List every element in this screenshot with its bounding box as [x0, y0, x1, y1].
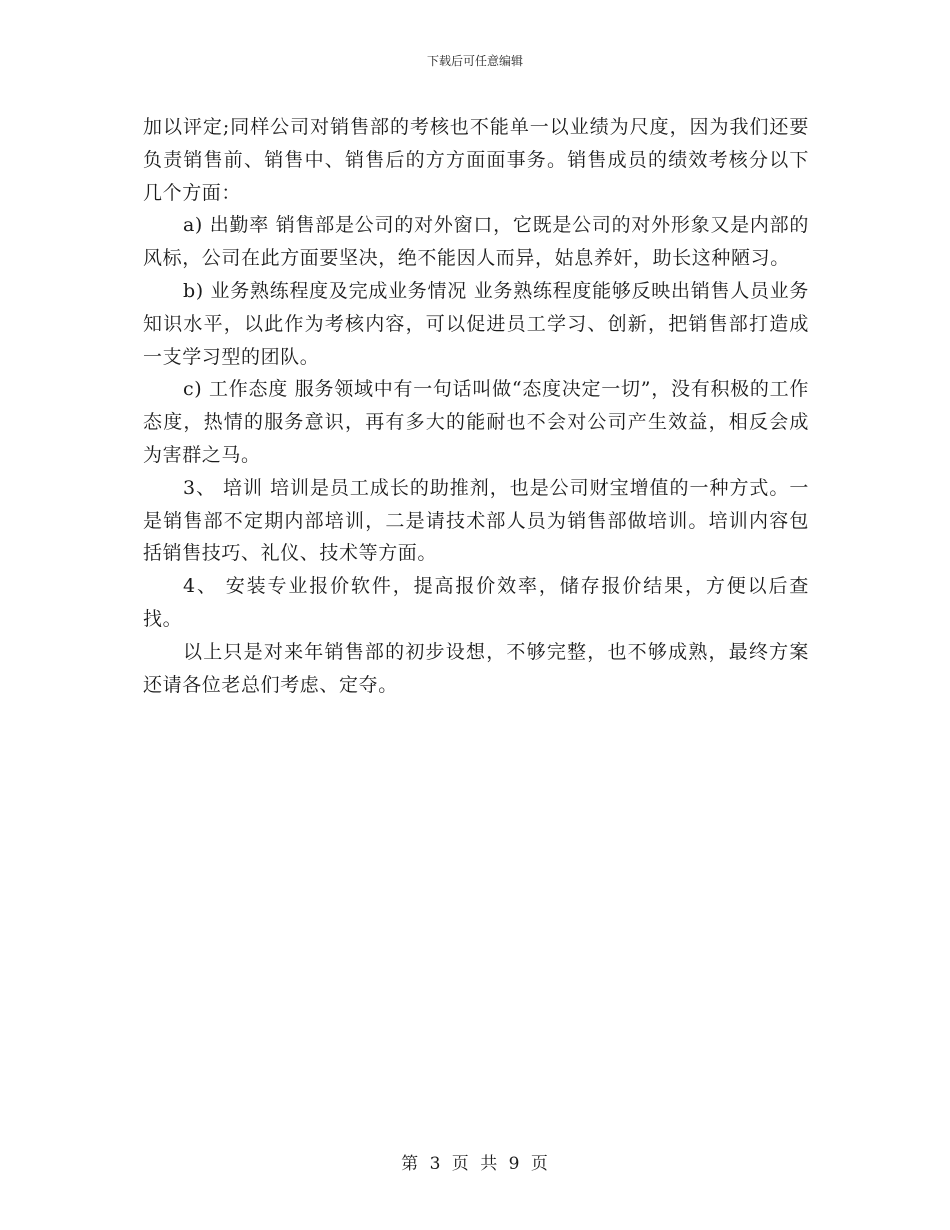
document-body [143, 111, 809, 701]
paragraph-training: 3、 培训 培训是员工成长的助推剂，也是公司财宝增值的一种方式。一是销售部不定期内部培训，二是请技术部人员为销售部做培训。培训内容包括销售技巧、礼仪、技术等方面。 [143, 476, 809, 565]
paragraph-quote-software: 4、 安装专业报价软件，提高报价效率，储存报价结果，方便以后查找。 [143, 575, 809, 630]
paragraph-attitude: c) 工作态度 服务领域中有一句话叫做“态度决定一切”，没有积极的工作态度，热情的服务意识，再有多大的能耐也不会对公司产生效益，相反会成为害群之马。 [143, 378, 809, 466]
paragraph-attendance: a) 出勤率 销售部是公司的对外窗口，它既是公司的对外形象又是内部的风标，公司在此方面要坚决，绝不能因人而异，姑息养奸，助长这种陋习。 [143, 214, 809, 270]
paragraph-intro: 加以评定;同样公司对销售部的考核也不能单一以业绩为尺度，因为我们还要负责销售前、销售中、销售后的方方面面事务。销售成员的绩效考核分以下几个方面： [143, 116, 809, 204]
page-header-note: 下载后可任意编辑 [426, 54, 523, 68]
paragraph-proficiency: b) 业务熟练程度及完成业务情况 业务熟练程度能够反映出销售人员业务知识水平，以此作为考核内容，可以促进员工学习、创新，把销售部打造成一支学习型的团队。 [143, 279, 809, 368]
page-number-footer: 第 3 页 共 9 页 [401, 1154, 549, 1174]
paragraph-conclusion: 以上只是对来年销售部的初步设想，不够完整，也不够成熟，最终方案还请各位老总们考虑、定夺。 [143, 640, 809, 696]
